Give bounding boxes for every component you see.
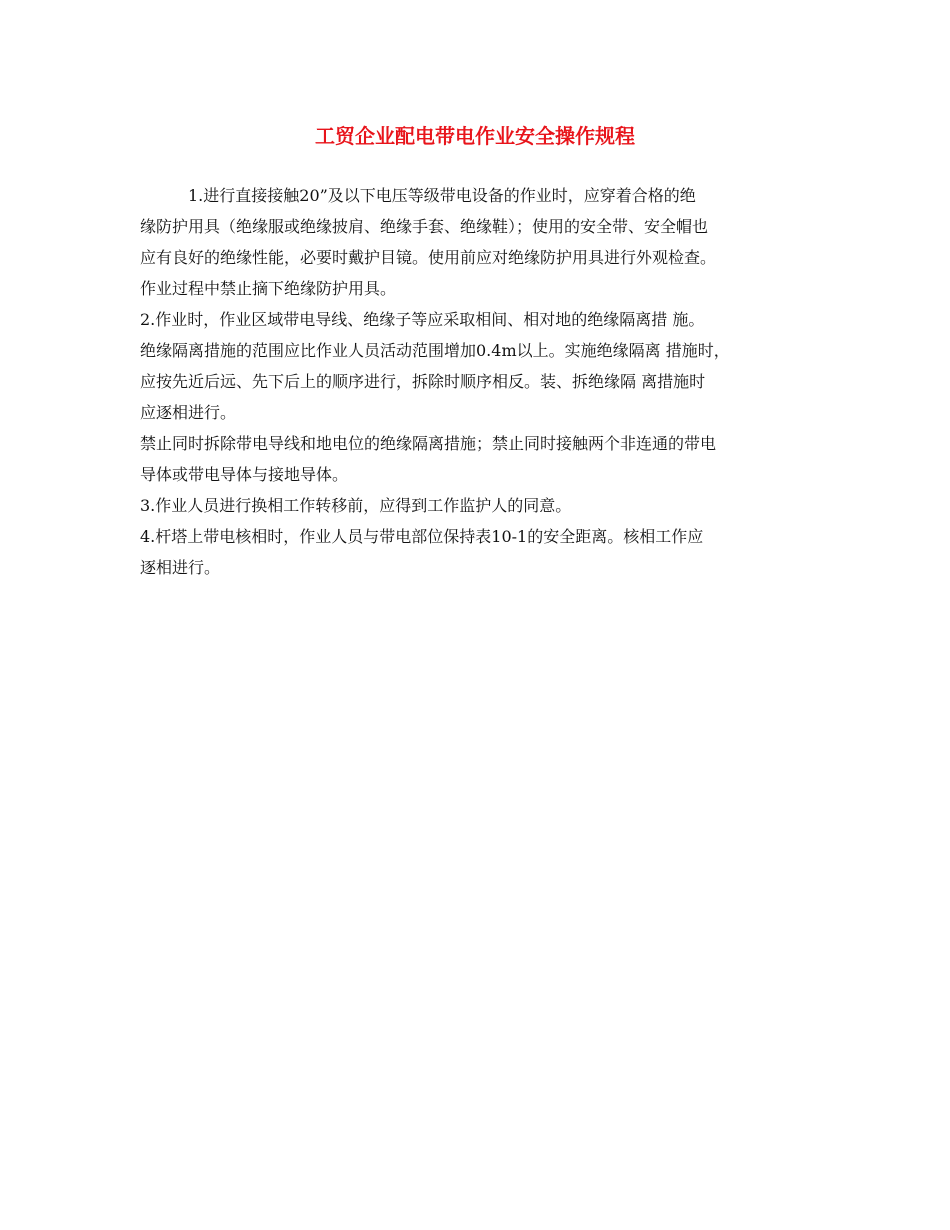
paragraph-line: 应有良好的绝缘性能，必要时戴护目镜。使用前应对绝缘防护用具进行外观检查。 [140, 248, 717, 267]
paragraph-line: 1.进行直接接触20”及以下电压等级带电设备的作业时，应穿着合格的绝 [188, 186, 696, 205]
paragraph-line: 导体或带电导体与接地导体。 [140, 465, 349, 484]
paragraph-line: 缘防护用具（绝缘服或绝缘披肩、绝缘手套、绝缘鞋）；使用的安全带、安全帽也 [140, 217, 709, 236]
paragraph-line: 作业过程中禁止摘下绝缘防护用具。 [140, 279, 397, 298]
paragraph-line: 逐相进行。 [140, 558, 221, 577]
paragraph-line: 应按先近后远、先下后上的顺序进行，拆除时顺序相反。装、拆绝缘隔 离措施时 [140, 372, 706, 391]
paragraph-line: 2.作业时，作业区域带电导线、绝缘子等应采取相间、相对地的绝缘隔离措 施。 [140, 310, 705, 329]
document-body [140, 180, 820, 583]
paragraph-line: 4.杆塔上带电核相时，作业人员与带电部位保持表10-1的安全距离。核相工作应 [140, 527, 704, 546]
paragraph-line: 3.作业人员进行换相工作转移前，应得到工作监护人的同意。 [140, 496, 572, 515]
paragraph-line: 绝缘隔离措施的范围应比作业人员活动范围增加0.4m以上。实施绝缘隔离 措施时， [140, 341, 730, 360]
paragraph-line: 应逐相进行。 [140, 403, 237, 422]
paragraph-line: 禁止同时拆除带电导线和地电位的绝缘隔离措施；禁止同时接触两个非连通的带电 [140, 434, 717, 453]
document-title: 工贸企业配电带电作业安全操作规程 [315, 124, 635, 148]
